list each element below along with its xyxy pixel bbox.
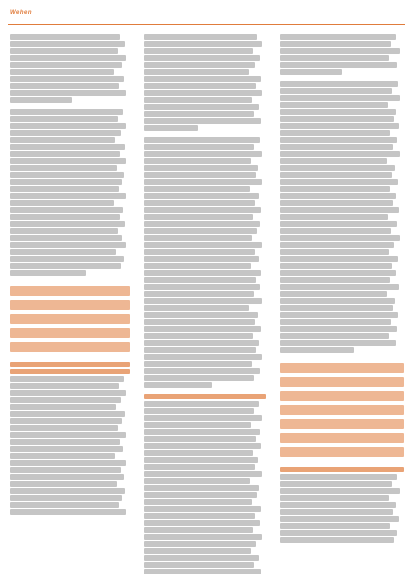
text-line	[144, 235, 252, 241]
text-line	[144, 471, 262, 477]
text-line	[10, 314, 130, 324]
text-line	[280, 405, 404, 415]
text-line	[10, 376, 124, 382]
text-line	[280, 312, 398, 318]
text-line	[144, 214, 253, 220]
page-footer	[10, 566, 18, 572]
text-line	[10, 41, 125, 47]
text-line	[280, 488, 400, 494]
text-line	[144, 179, 262, 185]
text-line	[144, 151, 262, 157]
text-line	[144, 76, 261, 82]
text-line	[280, 207, 399, 213]
text-line	[144, 284, 260, 290]
text-line	[280, 495, 389, 501]
text-line	[144, 354, 262, 360]
text-line	[144, 228, 257, 234]
text-line	[280, 214, 388, 220]
header-topic: Wehen	[10, 10, 33, 16]
text-line	[280, 172, 392, 178]
text-line	[144, 415, 262, 421]
paragraph	[144, 34, 266, 131]
text-line	[144, 499, 252, 505]
text-line	[10, 495, 122, 501]
text-line	[10, 342, 130, 352]
text-line	[280, 144, 393, 150]
text-line	[280, 347, 354, 353]
text-line	[144, 368, 260, 374]
text-line	[144, 478, 250, 484]
text-line	[144, 104, 259, 110]
text-line	[10, 509, 126, 515]
text-line	[144, 137, 260, 143]
text-line	[144, 534, 262, 540]
column-1	[10, 34, 130, 574]
text-line	[10, 179, 122, 185]
text-line	[10, 383, 119, 389]
text-line	[144, 506, 261, 512]
text-line	[10, 158, 126, 164]
paragraph	[144, 401, 266, 574]
text-line	[144, 221, 260, 227]
text-line	[10, 474, 124, 480]
text-line	[144, 520, 260, 526]
text-line	[280, 55, 389, 61]
text-line	[280, 433, 404, 443]
text-line	[144, 513, 255, 519]
text-line	[144, 569, 261, 574]
text-line	[280, 481, 392, 487]
text-line	[280, 249, 389, 255]
text-line	[280, 221, 397, 227]
text-line	[144, 527, 253, 533]
text-line	[280, 228, 391, 234]
text-line	[280, 263, 392, 269]
text-line	[280, 516, 399, 522]
text-line	[10, 69, 114, 75]
text-line	[144, 562, 254, 568]
text-line	[10, 90, 126, 96]
text-line	[144, 118, 261, 124]
paragraph	[280, 34, 404, 75]
text-line	[10, 116, 118, 122]
text-line	[144, 277, 256, 283]
text-line	[144, 436, 256, 442]
text-line	[144, 144, 254, 150]
text-line	[144, 305, 249, 311]
text-line	[10, 123, 126, 129]
text-line	[10, 397, 121, 403]
text-line	[10, 362, 130, 367]
text-line	[144, 165, 258, 171]
text-line	[280, 179, 398, 185]
text-line	[10, 404, 116, 410]
text-line	[280, 391, 404, 401]
text-line	[144, 555, 259, 561]
text-line	[144, 34, 257, 40]
text-line	[10, 249, 116, 255]
text-line	[280, 523, 390, 529]
text-line	[144, 158, 251, 164]
text-line	[10, 221, 125, 227]
text-line	[10, 502, 119, 508]
text-line	[144, 41, 262, 47]
paragraph	[280, 474, 404, 543]
text-line	[10, 467, 121, 473]
text-line	[10, 186, 119, 192]
text-line	[280, 363, 404, 373]
text-line	[144, 69, 249, 75]
text-line	[10, 263, 121, 269]
text-line	[144, 485, 259, 491]
text-line	[280, 474, 397, 480]
text-line	[10, 165, 117, 171]
text-line	[280, 530, 397, 536]
text-line	[280, 377, 404, 387]
pull-quote	[280, 363, 404, 457]
text-line	[280, 41, 391, 47]
text-line	[280, 291, 387, 297]
text-line	[144, 312, 258, 318]
text-line	[280, 158, 387, 164]
text-line	[10, 439, 120, 445]
text-line	[10, 55, 126, 61]
text-line	[10, 200, 114, 206]
text-line	[10, 62, 122, 68]
column-3	[280, 34, 404, 574]
text-line	[10, 97, 72, 103]
text-line	[144, 256, 259, 262]
text-line	[280, 319, 391, 325]
text-line	[144, 326, 261, 332]
paragraph	[144, 137, 266, 388]
text-line	[144, 361, 252, 367]
text-line	[10, 76, 124, 82]
text-line	[280, 467, 404, 472]
text-line	[144, 394, 266, 399]
subheading	[144, 394, 266, 399]
text-line	[280, 69, 342, 75]
text-line	[10, 432, 126, 438]
text-line	[10, 425, 118, 431]
text-line	[280, 256, 398, 262]
text-line	[144, 48, 253, 54]
text-line	[10, 130, 121, 136]
text-line	[144, 270, 261, 276]
text-line	[280, 62, 397, 68]
text-line	[10, 151, 120, 157]
text-line	[280, 333, 389, 339]
text-line	[144, 340, 259, 346]
text-line	[144, 90, 262, 96]
text-line	[10, 300, 130, 310]
text-line	[280, 81, 398, 87]
text-line	[144, 429, 260, 435]
text-line	[144, 172, 256, 178]
text-line	[10, 48, 118, 54]
text-line	[280, 447, 404, 457]
subheading	[280, 467, 404, 472]
text-line	[144, 249, 255, 255]
text-line	[280, 123, 399, 129]
text-line	[10, 34, 120, 40]
text-line	[144, 125, 198, 131]
text-line	[144, 55, 260, 61]
text-line	[144, 263, 251, 269]
text-line	[144, 298, 262, 304]
text-line	[144, 548, 251, 554]
text-line	[10, 214, 120, 220]
text-line	[280, 48, 400, 54]
text-line	[280, 305, 393, 311]
text-line	[280, 34, 396, 40]
text-line	[280, 116, 394, 122]
text-line	[280, 151, 400, 157]
text-line	[280, 298, 395, 304]
text-line	[10, 228, 118, 234]
header-rule	[8, 24, 405, 25]
text-line	[10, 242, 126, 248]
text-line	[144, 62, 255, 68]
text-line	[280, 277, 390, 283]
text-line	[10, 83, 119, 89]
text-line	[144, 401, 259, 407]
subheading	[10, 362, 130, 374]
text-line	[10, 137, 115, 143]
text-line	[280, 88, 392, 94]
text-line	[280, 130, 390, 136]
text-line	[10, 172, 124, 178]
text-line	[144, 492, 257, 498]
text-line	[144, 193, 259, 199]
text-line	[10, 193, 126, 199]
paragraph	[280, 81, 404, 353]
text-line	[10, 144, 125, 150]
paragraph	[10, 376, 130, 515]
text-line	[10, 109, 123, 115]
text-line	[144, 333, 253, 339]
text-line	[10, 453, 115, 459]
text-line	[144, 347, 256, 353]
text-line	[10, 235, 122, 241]
text-line	[144, 200, 255, 206]
text-line	[10, 460, 126, 466]
text-line	[280, 165, 395, 171]
text-line	[10, 488, 125, 494]
text-line	[144, 450, 253, 456]
text-line	[10, 328, 130, 338]
running-header	[10, 10, 32, 16]
column-2	[144, 34, 266, 574]
text-line	[144, 422, 251, 428]
text-line	[280, 235, 400, 241]
text-line	[280, 109, 396, 115]
text-line	[144, 291, 254, 297]
text-line	[280, 502, 396, 508]
paragraph	[10, 109, 130, 276]
text-line	[280, 137, 397, 143]
text-line	[10, 256, 124, 262]
text-line	[280, 200, 393, 206]
text-line	[280, 509, 393, 515]
text-line	[10, 369, 130, 374]
text-line	[10, 270, 86, 276]
text-line	[280, 284, 399, 290]
text-line	[144, 242, 262, 248]
text-line	[10, 286, 130, 296]
text-line	[10, 207, 123, 213]
text-line	[10, 446, 123, 452]
text-line	[280, 537, 394, 543]
text-line	[280, 95, 400, 101]
text-line	[144, 408, 254, 414]
paragraph	[10, 34, 130, 103]
pull-quote	[10, 286, 130, 352]
text-line	[280, 102, 388, 108]
text-line	[144, 443, 261, 449]
text-line	[280, 419, 404, 429]
text-line	[144, 319, 255, 325]
text-line	[144, 97, 252, 103]
text-line	[144, 375, 254, 381]
text-line	[280, 326, 397, 332]
text-line	[280, 193, 396, 199]
text-line	[144, 457, 258, 463]
text-line	[144, 111, 254, 117]
text-line	[144, 382, 212, 388]
text-line	[10, 418, 122, 424]
text-line	[280, 186, 390, 192]
text-line	[280, 242, 394, 248]
text-line	[144, 186, 250, 192]
text-line	[144, 464, 255, 470]
text-line	[144, 541, 256, 547]
text-line	[144, 207, 261, 213]
text-line	[10, 411, 125, 417]
text-line	[10, 481, 117, 487]
text-line	[280, 340, 396, 346]
text-line	[280, 270, 396, 276]
text-line	[144, 83, 256, 89]
text-line	[10, 390, 126, 396]
